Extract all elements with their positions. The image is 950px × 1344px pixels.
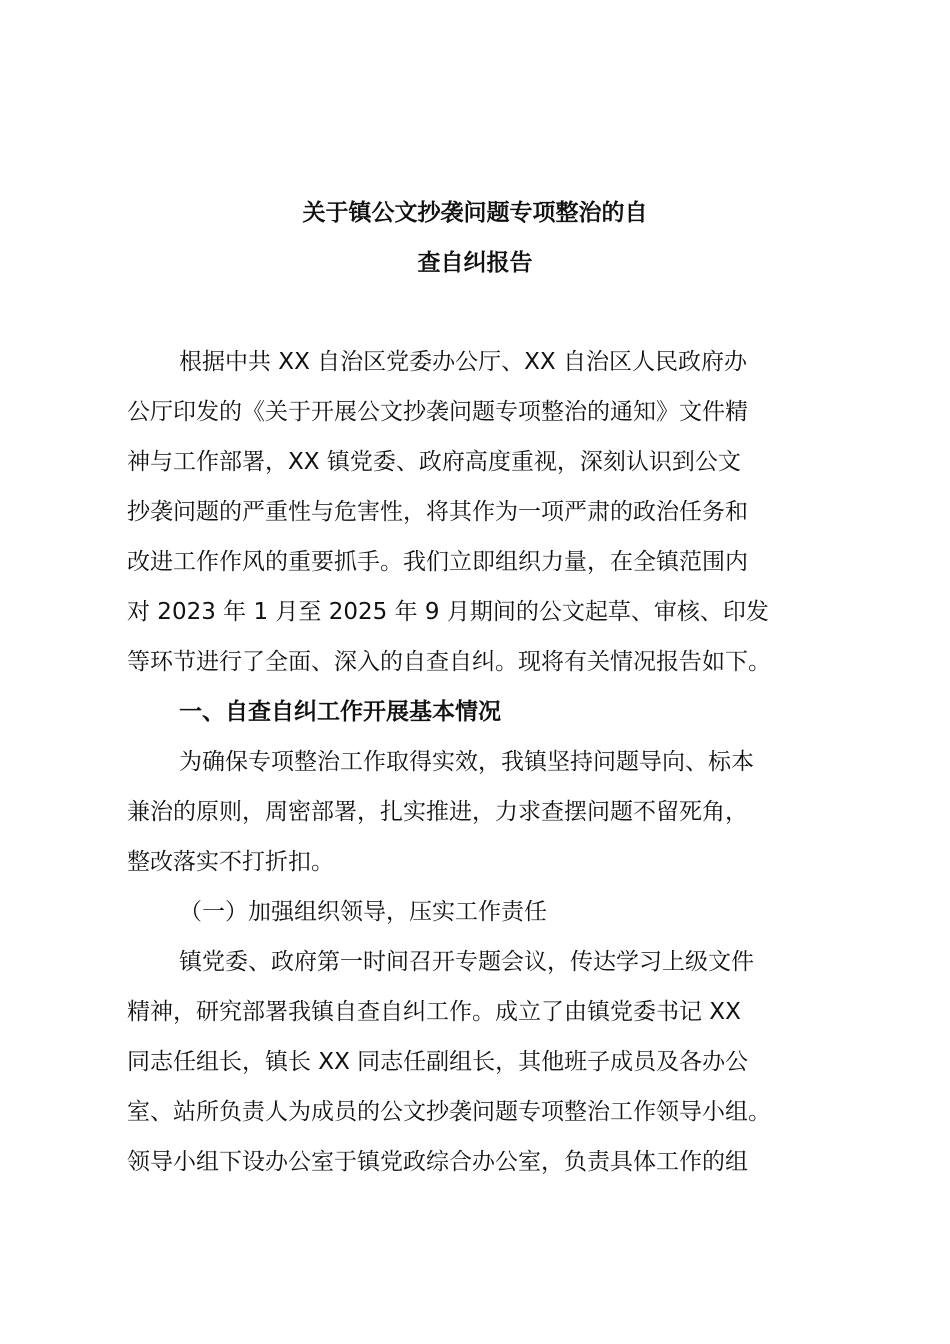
paragraph-intro-line-6: 对 2023 年 1 月至 2025 年 9 月期间的公文起草、审核、印发 xyxy=(127,599,769,625)
title-line-1: 关于镇公文抄袭问题专项整治的自 xyxy=(302,199,648,226)
paragraph-intro-line-4: 抄袭问题的严重性与危害性，将其作为一项严肃的政治任务和 xyxy=(127,499,748,525)
paragraph-intro-line-5: 改进工作作风的重要抓手。我们立即组织力量，在全镇范围内 xyxy=(127,549,748,575)
paragraph-intro-line-2: 公厅印发的《关于开展公文抄袭问题专项整治的通知》文件精 xyxy=(127,399,748,425)
document-title xyxy=(125,188,825,288)
paragraph-subsection1-line-1: 镇党委、政府第一时间召开专题会议，传达学习上级文件 xyxy=(179,949,754,975)
paragraph-intro-line-3: 神与工作部署，XX 镇党委、政府高度重视，深刻认识到公文 xyxy=(127,449,741,475)
paragraph-section1-line-1: 为确保专项整治工作取得实效，我镇坚持问题导向、标本 xyxy=(179,749,754,775)
paragraph-subsection1-line-3: 同志任组长，镇长 XX 同志任副组长，其他班子成员及各办公 xyxy=(127,1049,749,1075)
paragraph-section1-line-3: 整改落实不打折扣。 xyxy=(127,849,334,875)
subsection-heading-1: （一）加强组织领导，压实工作责任 xyxy=(179,899,547,925)
title-line-2: 查自纠报告 xyxy=(417,249,533,276)
paragraph-section1-line-2: 兼治的原则，周密部署，扎实推进，力求查摆问题不留死角， xyxy=(127,799,748,825)
paragraph-subsection1-line-2: 精神，研究部署我镇自查自纠工作。成立了由镇党委书记 XX xyxy=(127,999,741,1025)
paragraph-subsection1-line-5: 领导小组下设办公室于镇党政综合办公室，负责具体工作的组 xyxy=(127,1149,748,1175)
paragraph-subsection1-line-4: 室、站所负责人为成员的公文抄袭问题专项整治工作领导小组。 xyxy=(127,1099,771,1125)
paragraph-intro-line-1: 根据中共 XX 自治区党委办公厅、XX 自治区人民政府办 xyxy=(179,349,747,375)
section-heading-1: 一、自查自纠工作开展基本情况 xyxy=(179,699,501,725)
paragraph-intro-line-7: 等环节进行了全面、深入的自查自纠。现将有关情况报告如下。 xyxy=(127,649,771,675)
document-body xyxy=(127,337,827,1187)
